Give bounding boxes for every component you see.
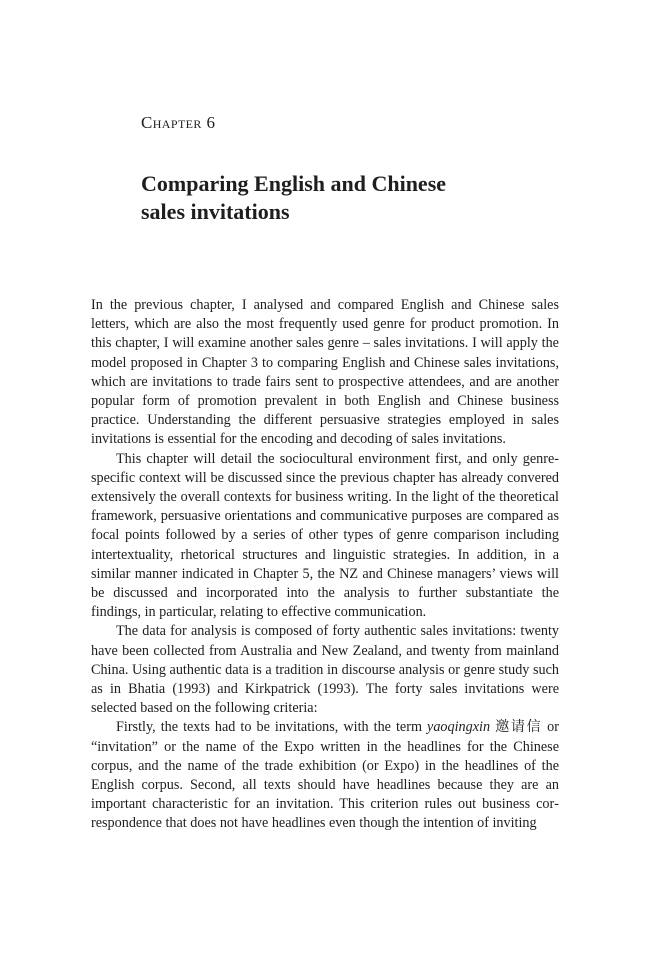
chapter-title bbox=[141, 170, 501, 226]
paragraph-4-intro: Firstly, the texts had to be invitations, with the term bbox=[116, 719, 428, 736]
paragraph-3: The data for analysis is composed of forty authentic sales invitations: twenty have been collected from Australia and New Zealand, and twenty from mainland China. Using authentic data is a tradition in discourse analysis or genre study such as in Bhatia (1993) and Kirkpatrick (1993). The forty sales invitations were selected based on the following criteria: bbox=[91, 623, 559, 717]
chapter-label: Chapter 6 bbox=[141, 113, 216, 132]
paragraph-4-rest: or “invitation” or the name of the Expo written in the headlines for the Chinese corpus, and the name of the trade exhibition (or Expo) in the headlines of the English corpus. Second, all texts should have headlines because they are an important characteristic for an invitation. This criterion rules out business correspondence that does not have headlines even though the intention of inviting bbox=[91, 719, 559, 832]
paragraph-1: In the previous chapter, I analysed and compared English and Chinese sales letters, which are also the most frequently used genre for product promotion. In this chapter, I will examine another sales genre – sales invitations. I will apply the model proposed in Chapter 3 to comparing English and Chinese sales invitations, which are invitations to trade fairs sent to prospective attendees, and are another popular form of promotion prevalent in both English and Chinese business practice. Understanding the different persuasive strategies employed in sales invitations is essential for the encoding and decoding of sales invitations. bbox=[91, 297, 559, 448]
chapter-title-line-2: sales invitations bbox=[141, 199, 290, 224]
pinyin-term: yaoqingxin bbox=[427, 719, 491, 736]
chapter-title-line-1: Comparing English and Chinese bbox=[141, 171, 447, 196]
body-text bbox=[91, 296, 559, 834]
chinese-term: 邀请信 bbox=[490, 719, 543, 736]
paragraph-2: This chapter will detail the sociocultural environment first, and only genre-specific context will be discussed since the previous chapter has already convered extensively the overall contexts for business writing. In the light of the theoretical framework, persuasive orientations and communicative purposes are compared as focal points followed by a series of other types of genre comparison including intertextuality, rhetorical structures and linguistic strategies. In addition, in a similar manner indicated in Chapter 5, the NZ and Chinese managers’ views will be discussed and incorporated into the analysis to further substantiate the findings, in particular, relating to effective communication. bbox=[91, 450, 559, 621]
paragraph-4 bbox=[91, 718, 559, 833]
